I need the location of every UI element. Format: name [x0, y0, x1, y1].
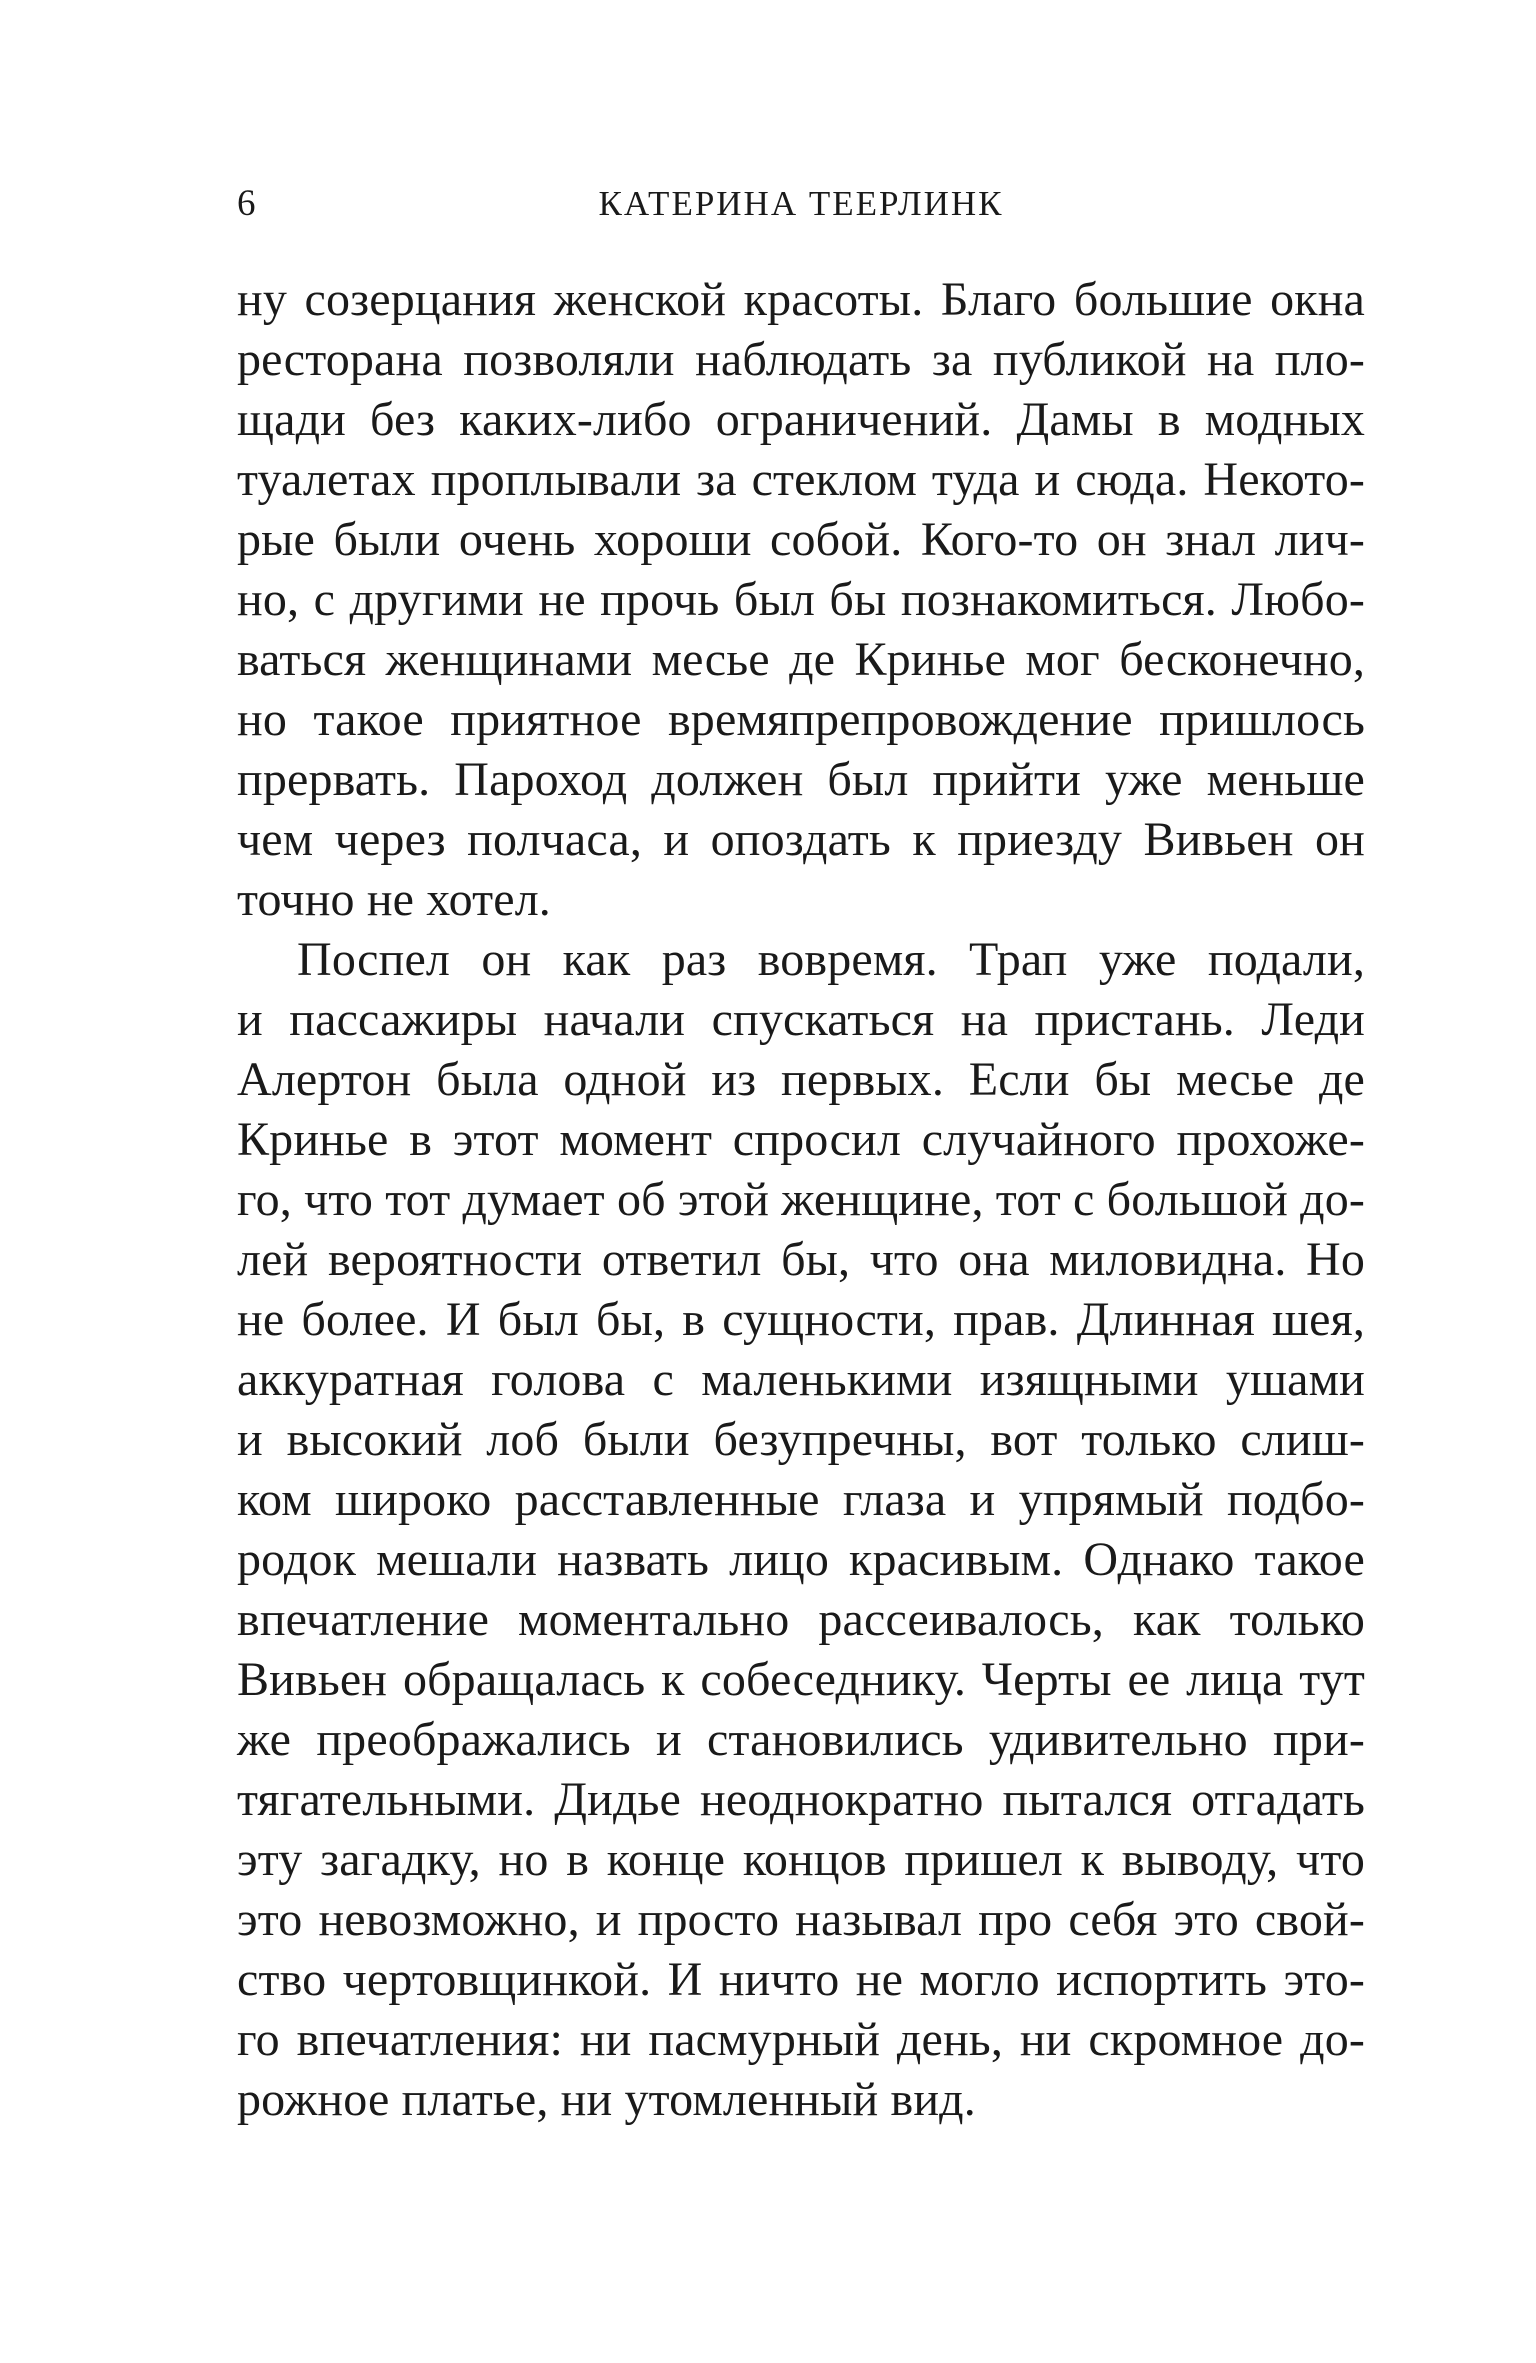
text-line: чем через полчаса, и опоздать к приезду Вивьен он [237, 813, 1365, 866]
text-line: Вивьен обращалась к собеседнику. Черты ее лица тут [237, 1653, 1365, 1706]
text-line: лей вероятности ответил бы, что она миловидна. Но [237, 1233, 1365, 1286]
text-line: не более. И был бы, в сущности, прав. Длинная шея, [237, 1293, 1365, 1346]
text-line: и высокий лоб были безупречны, вот только слиш- [237, 1413, 1365, 1466]
text-line: туалетах проплывали за стеклом туда и сюда. Некото- [237, 453, 1365, 506]
page-number: 6 [237, 183, 256, 224]
text-line: но такое приятное времяпрепровождение пришлось [237, 693, 1365, 746]
text-line: аккуратная голова с маленькими изящными ушами [237, 1353, 1365, 1406]
text-line: ваться женщинами месье де Кринье мог бесконечно, [237, 633, 1365, 686]
text-line: впечатление моментально рассеивалось, как только [237, 1593, 1365, 1646]
text-line: это невозможно, и просто называл про себя это свой- [237, 1893, 1365, 1946]
paragraph [237, 930, 1365, 2130]
text-line: го впечатления: ни пасмурный день, ни скромное до- [237, 2013, 1365, 2066]
text-line: родок мешали назвать лицо красивым. Однако такое [237, 1533, 1365, 1586]
body-text [237, 270, 1365, 2130]
text-line: и пассажиры начали спускаться на пристань. Леди [237, 993, 1365, 1046]
text-line: прервать. Пароход должен был прийти уже меньше [237, 753, 1365, 806]
text-line: точно не хотел. [237, 873, 551, 926]
running-head: КАТЕРИНА ТЕЕРЛИНК [598, 184, 1004, 223]
text-line: щади без каких-либо ограничений. Дамы в модных [237, 393, 1365, 446]
text-line: ну созерцания женской красоты. Благо большие окна [237, 273, 1365, 326]
text-line: но, с другими не прочь был бы познакомиться. Любо- [237, 573, 1365, 626]
text-line: Алертон была одной из первых. Если бы месье де [237, 1053, 1365, 1106]
text-line: ство чертовщинкой. И ничто не могло испортить это- [237, 1953, 1365, 2006]
text-line: тягательными. Дидье неоднократно пытался отгадать [237, 1773, 1365, 1826]
text-line: ресторана позволяли наблюдать за публикой на пло- [237, 333, 1365, 386]
text-line: го, что тот думает об этой женщине, тот с большой до- [237, 1173, 1365, 1226]
text-line: же преображались и становились удивительно при- [237, 1713, 1365, 1766]
text-line: рые были очень хороши собой. Кого-то он знал лич- [237, 513, 1365, 566]
text-line: Кринье в этот момент спросил случайного прохоже- [237, 1113, 1365, 1166]
text-line: рожное платье, ни утомленный вид. [237, 2073, 976, 2126]
text-line: ком широко расставленные глаза и упрямый подбо- [237, 1473, 1365, 1526]
text-line: эту загадку, но в конце концов пришел к выводу, что [237, 1833, 1365, 1886]
page-header [237, 184, 1365, 224]
text-line: Поспел он как раз вовремя. Трап уже подали, [297, 933, 1365, 986]
paragraph [237, 270, 1365, 930]
